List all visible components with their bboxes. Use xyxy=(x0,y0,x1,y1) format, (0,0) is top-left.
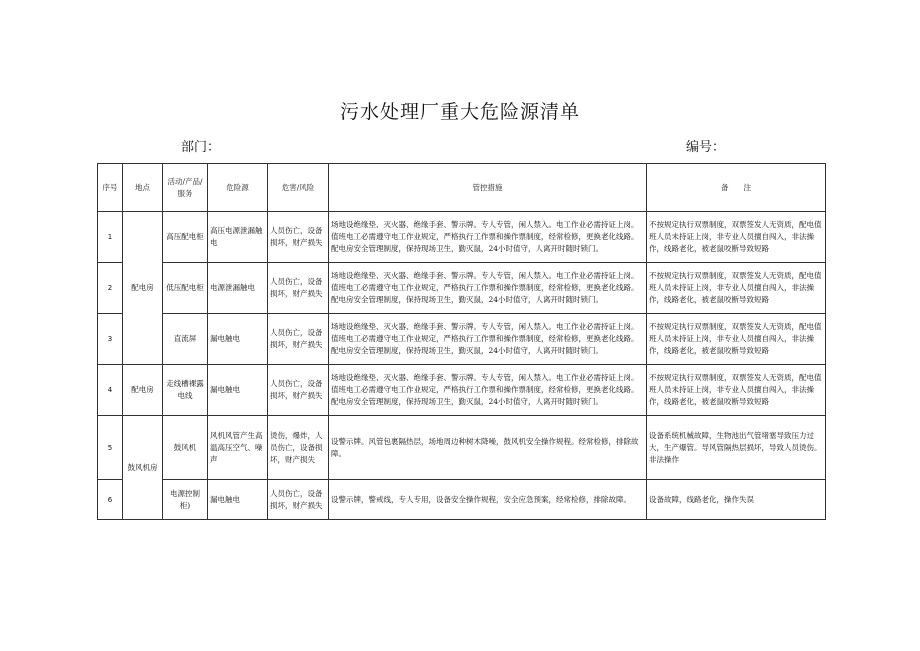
document-title: 污水处理厂重大危险源清单 xyxy=(339,101,580,123)
risk-cell: 人员伤亡，设备损坏，财产损失 xyxy=(268,314,329,365)
control-cell: 设警示牌，警戒线，专人专用，设备安全操作规程，安全应急预案，经常检修，排除故障。 xyxy=(329,480,647,520)
control-cell: 场地设绝缘垫、灭火器、绝缘手套、警示牌。专人专管，闲人禁入。电工作业必需持证上岗。值班电工必需遵守电工作业规定，严格执行工作票和操作票制度，经常检修，更换老化线路。配电房安全管理制度，保持现场卫生，勤灭鼠，24小时值守，人离开时随时锁门。 xyxy=(329,263,647,314)
hazard-cell: 电源泄漏触电 xyxy=(208,263,268,314)
remarks-cell: 不按规定执行双票制度，双票签发人无资质，配电值班人员未持证上岗，非专业人员擅自闯入，非法操作，线路老化，被老鼠咬断导致短路 xyxy=(647,365,826,416)
row-no: 3 xyxy=(98,314,123,365)
department-label: 部门： xyxy=(181,140,221,155)
hazard-cell: 漏电触电 xyxy=(208,480,268,520)
row-no: 4 xyxy=(98,365,123,416)
remarks-cell: 设备故障，线路老化，操作失误 xyxy=(647,480,826,520)
control-cell: 场地设绝缘垫、灭火器、绝缘手套、警示牌。专人专管，闲人禁入。电工作业必需持证上岗。值班电工必需遵守电工作业规定，严格执行工作票和操作票制度，经常检修，更换老化线路。配电房安全管理制度，保持现场卫生，勤灭鼠，24小时值守，人离开时随时锁门。 xyxy=(329,212,647,263)
control-cell: 场地设绝缘垫、灭火器、绝缘手套、警示牌。专人专管，闲人禁入。电工作业必需持证上岗。值班电工必需遵守电工作业规定，严格执行工作票和操作票制度，经常检修，更换老化线路。配电房安全管理制度，保持现场卫生，勤灭鼠，24小时值守，人离开时随时锁门。 xyxy=(329,365,647,416)
activity-cell: 电源控制柜) xyxy=(163,480,208,520)
activity-cell: 鼓风机 xyxy=(163,416,208,480)
risk-cell: 人员伤亡，设备损坏，财产损失 xyxy=(268,365,329,416)
header-no: 序号 xyxy=(98,164,123,212)
header-risk: 危害/风险 xyxy=(268,164,329,212)
activity-cell: 低压配电柜 xyxy=(163,263,208,314)
table-row xyxy=(98,263,826,314)
table-row xyxy=(98,416,826,480)
hazard-cell: 风机风管产生高温高压空气、噪声 xyxy=(208,416,268,480)
table-row xyxy=(98,480,826,520)
hazard-cell: 高压电源泄漏触电 xyxy=(208,212,268,263)
table-row xyxy=(98,314,826,365)
location-cell: 配电房 xyxy=(123,365,163,416)
activity-cell: 直流屏 xyxy=(163,314,208,365)
hazard-cell: 漏电触电 xyxy=(208,365,268,416)
activity-cell: 走线槽裸露电线 xyxy=(163,365,208,416)
header-remarks: 备 注 xyxy=(647,164,826,212)
hazard-table xyxy=(97,163,826,520)
header-location: 地点 xyxy=(123,164,163,212)
table-header-row xyxy=(98,164,826,212)
control-cell: 设警示牌。风管包裹隔热层，场地周边种树木降噪，鼓风机安全操作规程。经常检修，排除故障。 xyxy=(329,416,647,480)
row-no: 2 xyxy=(98,263,123,314)
header-control: 管控措施 xyxy=(329,164,647,212)
header-hazard: 危险源 xyxy=(208,164,268,212)
table-row xyxy=(98,212,826,263)
risk-cell: 人员伤亡，设备损坏，财产损失 xyxy=(268,212,329,263)
remarks-cell: 不按规定执行双票制度，双票签发人无资质，配电值班人员未持证上岗，非专业人员擅自闯入，非法操作，线路老化，被老鼠咬断导致短路 xyxy=(647,314,826,365)
table-row xyxy=(98,365,826,416)
remarks-cell: 不按规定执行双票制度，双票签发人无资质，配电值班人员未持证上岗，非专业人员擅自闯入，非法操作，线路老化，被老鼠咬断导致短路 xyxy=(647,212,826,263)
number-label: 编号： xyxy=(686,140,726,155)
row-no: 5 xyxy=(98,416,123,480)
control-cell: 场地设绝缘垫、灭火器、绝缘手套、警示牌。专人专管，闲人禁入。电工作业必需持证上岗。值班电工必需遵守电工作业规定，严格执行工作票和操作票制度，经常检修，更换老化线路。配电房安全管理制度，保持现场卫生，勤灭鼠，24小时值守，人离开时随时锁门。 xyxy=(329,314,647,365)
header-activity: 活动/产品/服务 xyxy=(163,164,208,212)
row-no: 1 xyxy=(98,212,123,263)
location-cell: 配电房 xyxy=(123,212,163,365)
activity-cell: 高压配电柜 xyxy=(163,212,208,263)
remarks-cell: 设备系统机械故障，生物池出气管堵塞导致压力过大，生产爆管。导风管隔热层损坏，导致人员烫伤。非法操作 xyxy=(647,416,826,480)
remarks-cell: 不按规定执行双票制度，双票签发人无资质，配电值班人员未持证上岗，非专业人员擅自闯入，非法操作，线路老化，被老鼠咬断导致短路 xyxy=(647,263,826,314)
location-cell: 鼓风机房 xyxy=(123,416,163,520)
risk-cell: 人员伤亡，设备损坏，财产损失 xyxy=(268,263,329,314)
risk-cell: 人员伤亡，设备损坏，财产损失 xyxy=(268,480,329,520)
hazard-cell: 漏电触电 xyxy=(208,314,268,365)
row-no: 6 xyxy=(98,480,123,520)
risk-cell: 烫伤，爆炸，人员伤亡，设备损坏，财产损失 xyxy=(268,416,329,480)
